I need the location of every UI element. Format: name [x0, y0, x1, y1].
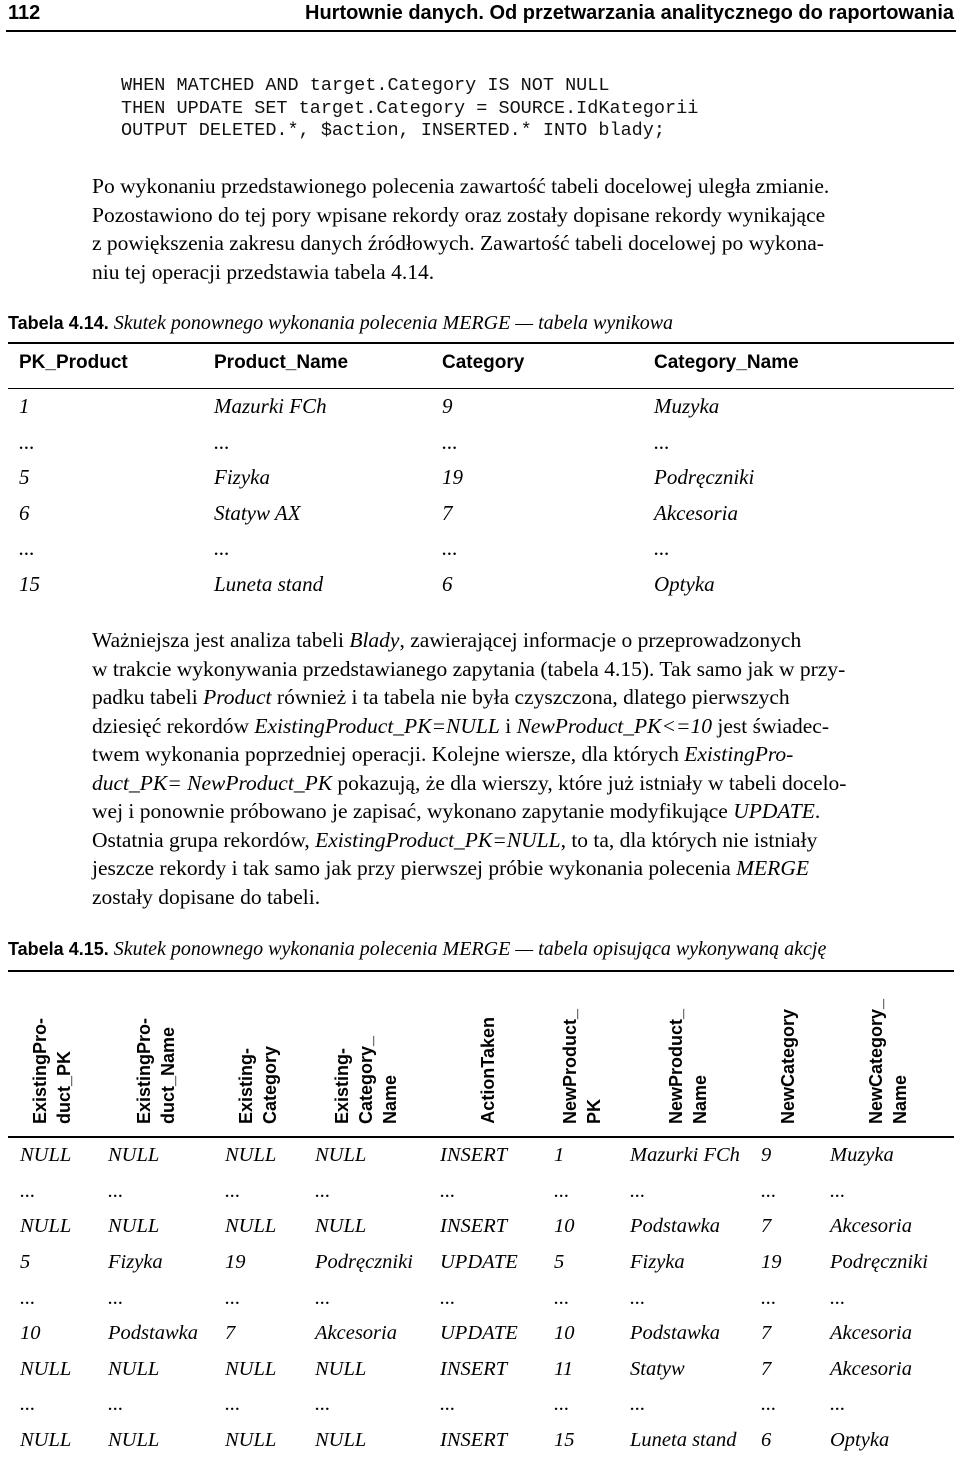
table-cell: ...	[554, 1393, 570, 1416]
table-cell: ...	[20, 1393, 36, 1416]
table-cell: NULL	[315, 1429, 367, 1452]
table-cell: 6	[442, 571, 453, 596]
paragraph-line: w trakcie wykonywania przedstawianego zapytania (tabela 4.15). Tak samo jak w przy-	[92, 656, 846, 681]
table-cell: Akcesoria	[830, 1322, 912, 1345]
table-cell: ...	[225, 1179, 241, 1202]
italic-term: duct_PK= NewProduct_PK	[92, 770, 333, 795]
column-header	[476, 1017, 500, 1124]
column-header-line: Name	[890, 1074, 910, 1124]
table-caption-4-15	[8, 938, 826, 961]
table-cell: Podstawka	[630, 1322, 720, 1345]
paragraph-line: wej i ponownie próbowano je zapisać, wykonano zapytanie modyfikujące UPDATE.	[92, 799, 821, 823]
italic-term: Product	[203, 685, 272, 709]
italic-term: ExistingPro-	[684, 742, 794, 766]
table-cell: ...	[761, 1179, 777, 1202]
column-header-line: ExistingPro-	[30, 1017, 50, 1124]
table-cell: ...	[830, 1286, 846, 1309]
table-cell: INSERT	[440, 1429, 508, 1452]
table-cell: 10	[20, 1322, 41, 1345]
table-cell: 7	[225, 1322, 236, 1345]
table-cell: NULL	[315, 1357, 367, 1380]
table-cell: UPDATE	[440, 1251, 518, 1274]
table-cell: ...	[20, 1179, 36, 1202]
column-header-line: duct_PK	[54, 1050, 74, 1124]
column-header-line: duct_Name	[158, 1026, 178, 1124]
table-cell: ...	[108, 1179, 124, 1202]
paragraph-analysis	[92, 626, 954, 911]
column-header-line: NewProduct_	[560, 1008, 580, 1124]
column-header-line: Name	[380, 1074, 400, 1124]
table-cell: 15	[19, 571, 40, 596]
table-cell: Akcesoria	[315, 1322, 397, 1345]
paragraph-line: twem wykonania poprzedniej operacji. Kolejne wiersze, dla których ExistingPro-	[92, 742, 794, 766]
table-row	[8, 1316, 954, 1352]
column-header-line: NewCategory_	[866, 998, 886, 1124]
action-table	[8, 1138, 954, 1458]
paragraph-line: dziesięć rekordów ExistingProduct_PK=NULL i NewProduct_PK<=10 jest świadec-	[92, 713, 830, 738]
paragraph-line: jeszcze rekordy i tak samo jak przy pierwszej próbie wykonania polecenia MERGE	[92, 856, 809, 880]
table-cell: NULL	[225, 1357, 277, 1380]
table-cell: 19	[225, 1251, 246, 1274]
column-header-line: NewCategory	[778, 1008, 798, 1124]
column-header	[776, 1009, 800, 1124]
table-cell: NULL	[20, 1429, 72, 1452]
table-cell: 19	[761, 1251, 782, 1274]
table-cell: 9	[442, 394, 453, 419]
column-header-line: ExistingPro-	[134, 1017, 154, 1124]
table-cell: INSERT	[440, 1215, 508, 1238]
column-header	[664, 1009, 712, 1124]
table-cell: ...	[554, 1286, 570, 1309]
column-header-line: ActionTaken	[478, 1017, 498, 1124]
table-cell: INSERT	[440, 1357, 508, 1380]
table-header-row	[8, 344, 954, 389]
table-cell: NULL	[225, 1429, 277, 1452]
table-cell: ...	[20, 1286, 36, 1309]
table-cell: 10	[554, 1215, 575, 1238]
table-cell: NULL	[315, 1215, 367, 1238]
table-cell: ...	[440, 1286, 456, 1309]
table-body	[8, 389, 954, 603]
table-caption-4-14	[8, 312, 673, 335]
table-cell: ...	[19, 536, 35, 561]
paragraph-line: Po wykonaniu przedstawionego polecenia zawartość tabeli docelowej uległa zmianie.	[92, 174, 830, 198]
table-cell: 7	[442, 500, 453, 525]
table-cell: 10	[554, 1322, 575, 1345]
table-row	[8, 1352, 954, 1388]
table-cell: ...	[654, 536, 670, 561]
table-cell: 19	[442, 465, 463, 490]
table-cell: ...	[830, 1393, 846, 1416]
table-cell: Luneta stand	[630, 1429, 737, 1452]
table-cell: NULL	[20, 1144, 72, 1167]
page-number: 112	[8, 2, 41, 24]
table-cell: Optyka	[654, 571, 715, 596]
table-cell: 7	[761, 1357, 772, 1380]
column-header-line: Existing-	[236, 1047, 256, 1124]
table-cell: ...	[442, 536, 458, 561]
column-header: Category	[431, 344, 643, 389]
italic-term: MERGE	[736, 856, 809, 880]
paragraph-line: Ważniejsza jest analiza tabeli Blady, zawierającej informacje o przeprowadzonych	[92, 628, 802, 652]
table-row	[8, 1387, 954, 1423]
table-cell: ...	[315, 1286, 331, 1309]
table-cell: Muzyka	[654, 394, 720, 419]
caption-label: Tabela 4.14.	[8, 313, 109, 333]
table-cell: Fizyka	[214, 465, 270, 490]
table-cell: ...	[630, 1286, 646, 1309]
code-listing	[121, 75, 698, 143]
table-row	[8, 460, 954, 496]
table-cell: NULL	[20, 1215, 72, 1238]
table-cell: Luneta stand	[214, 571, 324, 596]
table-cell: 7	[761, 1215, 772, 1238]
table-cell: ...	[442, 429, 458, 454]
paragraph-line: duct_PK= NewProduct_PK pokazują, że dla wierszy, które już istniały w tabeli docelo-	[92, 770, 847, 795]
table-cell: Fizyka	[630, 1251, 685, 1274]
table-row	[8, 1423, 954, 1459]
table-cell: NULL	[108, 1357, 160, 1380]
table-cell: 11	[554, 1357, 573, 1380]
table-cell: NULL	[225, 1144, 277, 1167]
column-header-line: NewProduct_	[666, 1008, 686, 1124]
table-cell: Muzyka	[830, 1144, 894, 1167]
paragraph-line: zostały dopisane do tabeli.	[92, 884, 321, 909]
table-cell: ...	[654, 429, 670, 454]
table-cell: 6	[761, 1429, 772, 1452]
caption-label: Tabela 4.15.	[8, 939, 109, 959]
paragraph-line: niu tej operacji przedstawia tabela 4.14.	[92, 259, 435, 284]
column-header: Category_Name	[643, 344, 954, 389]
table-cell: NULL	[225, 1215, 277, 1238]
column-header: Product_Name	[203, 344, 431, 389]
page-header	[8, 2, 954, 28]
action-table-header	[8, 972, 954, 1134]
column-header	[234, 1046, 282, 1124]
table-cell: 7	[761, 1322, 772, 1345]
table-row	[8, 389, 954, 425]
column-header: PK_Product	[8, 344, 203, 389]
table-cell: Akcesoria	[830, 1215, 912, 1238]
code-line: THEN UPDATE SET target.Category = SOURCE.IdKategorii	[121, 97, 699, 119]
table-cell: ...	[630, 1393, 646, 1416]
table-cell: ...	[761, 1393, 777, 1416]
table-cell: Podręczniki	[315, 1251, 413, 1274]
table-cell: ...	[19, 429, 35, 454]
table-cell: ...	[315, 1179, 331, 1202]
table-cell: ...	[830, 1179, 846, 1202]
table-cell: Optyka	[830, 1429, 890, 1452]
italic-term: ExistingProduct_PK=NULL	[315, 827, 561, 852]
italic-term: Blady	[349, 628, 400, 652]
table-cell: NULL	[108, 1144, 160, 1167]
table-cell: 6	[19, 500, 30, 525]
table-cell: Podstawka	[630, 1215, 720, 1238]
code-line: WHEN MATCHED AND target.Category IS NOT NULL	[121, 75, 610, 96]
caption-text: Skutek ponownego wykonania polecenia MERGE — tabela opisująca wykonywaną akcję	[113, 938, 827, 960]
table-row	[8, 531, 954, 567]
table-cell: ...	[554, 1179, 570, 1202]
column-header	[864, 999, 912, 1124]
italic-term: UPDATE	[733, 799, 815, 823]
column-header-line: Existing-	[332, 1047, 352, 1124]
table-cell: INSERT	[440, 1144, 508, 1167]
table-cell: 5	[19, 465, 30, 490]
table-cell: 1	[554, 1144, 565, 1167]
table-cell: ...	[225, 1286, 241, 1309]
column-header-line: Category_	[356, 1035, 376, 1124]
table-cell: 5	[554, 1251, 565, 1274]
italic-term: NewProduct_PK<=10	[516, 713, 712, 738]
column-header	[28, 1018, 76, 1124]
table-cell: Fizyka	[108, 1251, 163, 1274]
table-cell: ...	[214, 429, 230, 454]
table-cell: Statyw AX	[214, 500, 301, 525]
table-row	[8, 1174, 954, 1210]
table-cell: ...	[440, 1393, 456, 1416]
table-cell: ...	[225, 1393, 241, 1416]
table-cell: 9	[761, 1144, 772, 1167]
table-row	[8, 1138, 954, 1174]
table-cell: ...	[315, 1393, 331, 1416]
paragraph-line: z powiększenia zakresu danych źródłowych. Zawartość tabeli docelowej po wykona-	[92, 231, 824, 255]
column-header	[558, 1009, 606, 1124]
column-header	[132, 1018, 180, 1124]
table-cell: NULL	[108, 1215, 160, 1238]
table-cell: NULL	[315, 1144, 367, 1167]
column-header	[330, 1036, 402, 1124]
table-cell: NULL	[108, 1429, 160, 1452]
paragraph-line: Pozostawiono do tej pory wpisane rekordy oraz zostały dopisane rekordy wynikające	[92, 202, 826, 227]
table-row	[8, 1245, 954, 1281]
paragraph-line: padku tabeli Product również i ta tabela nie była czyszczona, dlatego pierwszych	[92, 685, 790, 709]
caption-text: Skutek ponownego wykonania polecenia MERGE — tabela wynikowa	[113, 312, 674, 334]
table-cell: Statyw	[630, 1357, 685, 1380]
table-cell: Mazurki FCh	[630, 1144, 740, 1167]
table-cell: ...	[630, 1179, 646, 1202]
table-row	[8, 425, 954, 461]
table-cell: ...	[214, 536, 230, 561]
table-row	[8, 1209, 954, 1245]
table-row	[8, 567, 954, 603]
table-cell: Akcesoria	[654, 500, 738, 525]
book-title: Hurtownie danych. Od przetwarzania analitycznego do raportowania	[305, 2, 954, 24]
table-row	[8, 1280, 954, 1316]
table-cell: ...	[440, 1179, 456, 1202]
table-cell: ...	[108, 1393, 124, 1416]
result-table	[8, 344, 954, 602]
table-cell: Podstawka	[108, 1322, 198, 1345]
code-line: OUTPUT DELETED.*, $action, INSERTED.* INTO blady;	[121, 120, 665, 141]
column-header-line: Name	[690, 1074, 710, 1124]
paragraph-line: Ostatnia grupa rekordów, ExistingProduct_PK=NULL, to ta, dla których nie istniały	[92, 827, 818, 852]
table-cell: Mazurki FCh	[214, 394, 327, 419]
column-header-line: Category	[260, 1045, 280, 1124]
header-rule	[6, 30, 956, 32]
paragraph-intro	[92, 172, 954, 286]
table-cell: Podręczniki	[830, 1251, 928, 1274]
table-cell: 5	[20, 1251, 31, 1274]
table-cell: Podręczniki	[654, 465, 755, 490]
column-header-line: PK	[584, 1098, 604, 1124]
table-cell: 1	[19, 394, 30, 419]
table-body	[8, 1138, 954, 1458]
table-cell: Akcesoria	[830, 1357, 912, 1380]
table-cell: 15	[554, 1429, 575, 1452]
table-cell: UPDATE	[440, 1322, 518, 1345]
table-cell: ...	[108, 1286, 124, 1309]
italic-term: ExistingProduct_PK=NULL	[254, 713, 500, 738]
table-cell: ...	[761, 1286, 777, 1309]
table-row	[8, 496, 954, 532]
table-cell: NULL	[20, 1357, 72, 1380]
